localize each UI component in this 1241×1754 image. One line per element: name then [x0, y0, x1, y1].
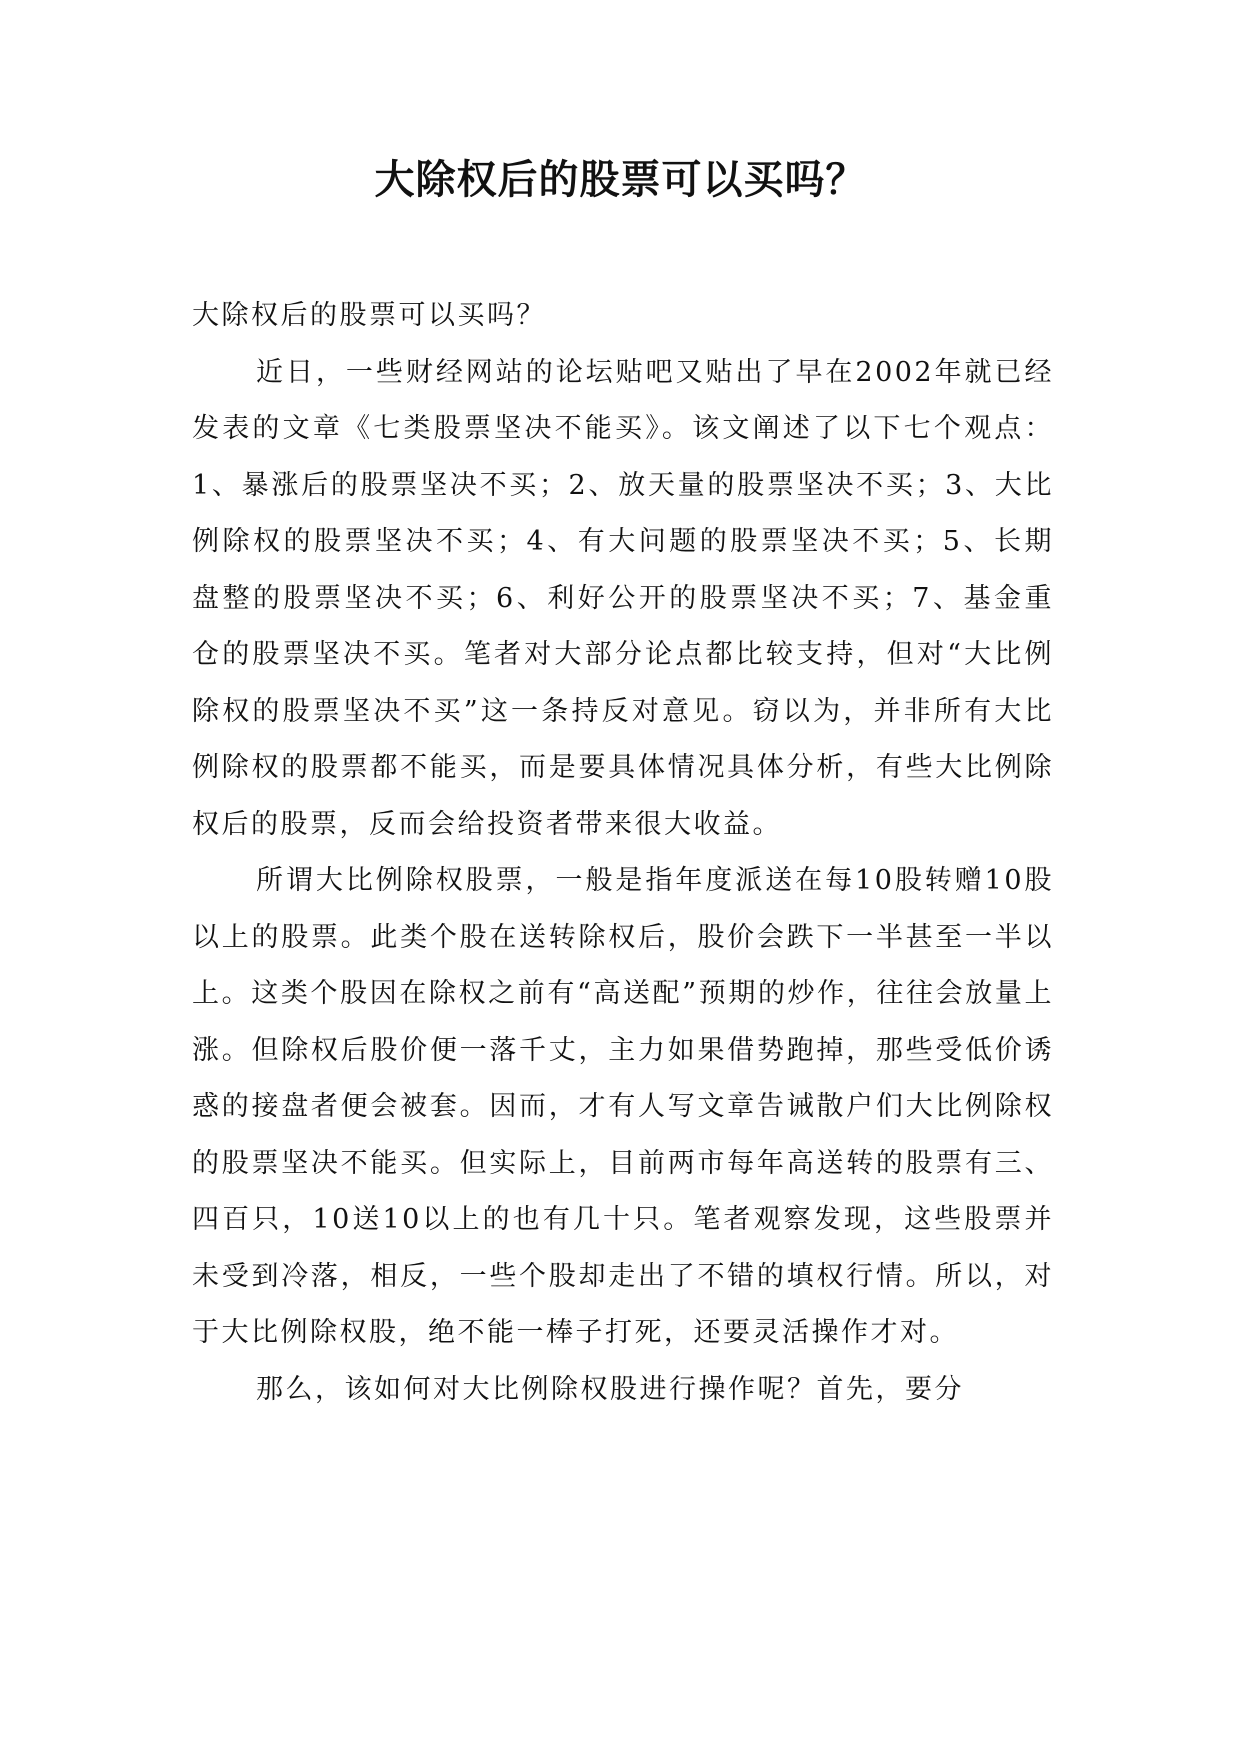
paragraph-3: 那么，该如何对大比例除权股进行操作呢？首先，要分 — [256, 1373, 964, 1405]
document-title: 大除权后的股票可以买吗？ — [374, 156, 867, 203]
paragraph-2: 所谓大比例除权股票，一般是指年度派送在每10股转赠10股以上的股票。此类个股在送转除权后，股价会跌下一半甚至一半以上。这类个股因在除权之前有“高送配”预期的炒作，往往会放量上涨。但除权后股价便一落千丈，主力如果借势跑掉，那些受低价诱惑的接盘者便会被套。因而，才有人写文章告诫散户们大比例除权的股票坚决不能买。但实际上，目前两市每年高送转的股票有三、四百只，10送10以上的也有几十只。笔者观察发现，这些股票并未受到冷落，相反，一些个股却走出了不错的填权行情。所以，对于大比例除权股，绝不能一棒子打死，还要灵活操作才对。 — [192, 865, 1054, 1348]
document-body — [192, 288, 1054, 1418]
paragraph-1: 近日，一些财经网站的论坛贴吧又贴出了早在2002年就已经发表的文章《七类股票坚决不能买》。该文阐述了以下七个观点：1、暴涨后的股票坚决不买；2、放天量的股票坚决不买；3、大比例除权的股票坚决不买；4、有大问题的股票坚决不买；5、长期盘整的股票坚决不买；6、利好公开的股票坚决不买；7、基金重仓的股票坚决不买。笔者对大部分论点都比较支持，但对“大比例除权的股票坚决不买”这一条持反对意见。窃以为，并非所有大比例除权的股票都不能买，而是要具体情况具体分析，有些大比例除权后的股票，反而会给投资者带来很大收益。 — [192, 356, 1054, 840]
document-subtitle: 大除权后的股票可以买吗？ — [192, 300, 546, 331]
